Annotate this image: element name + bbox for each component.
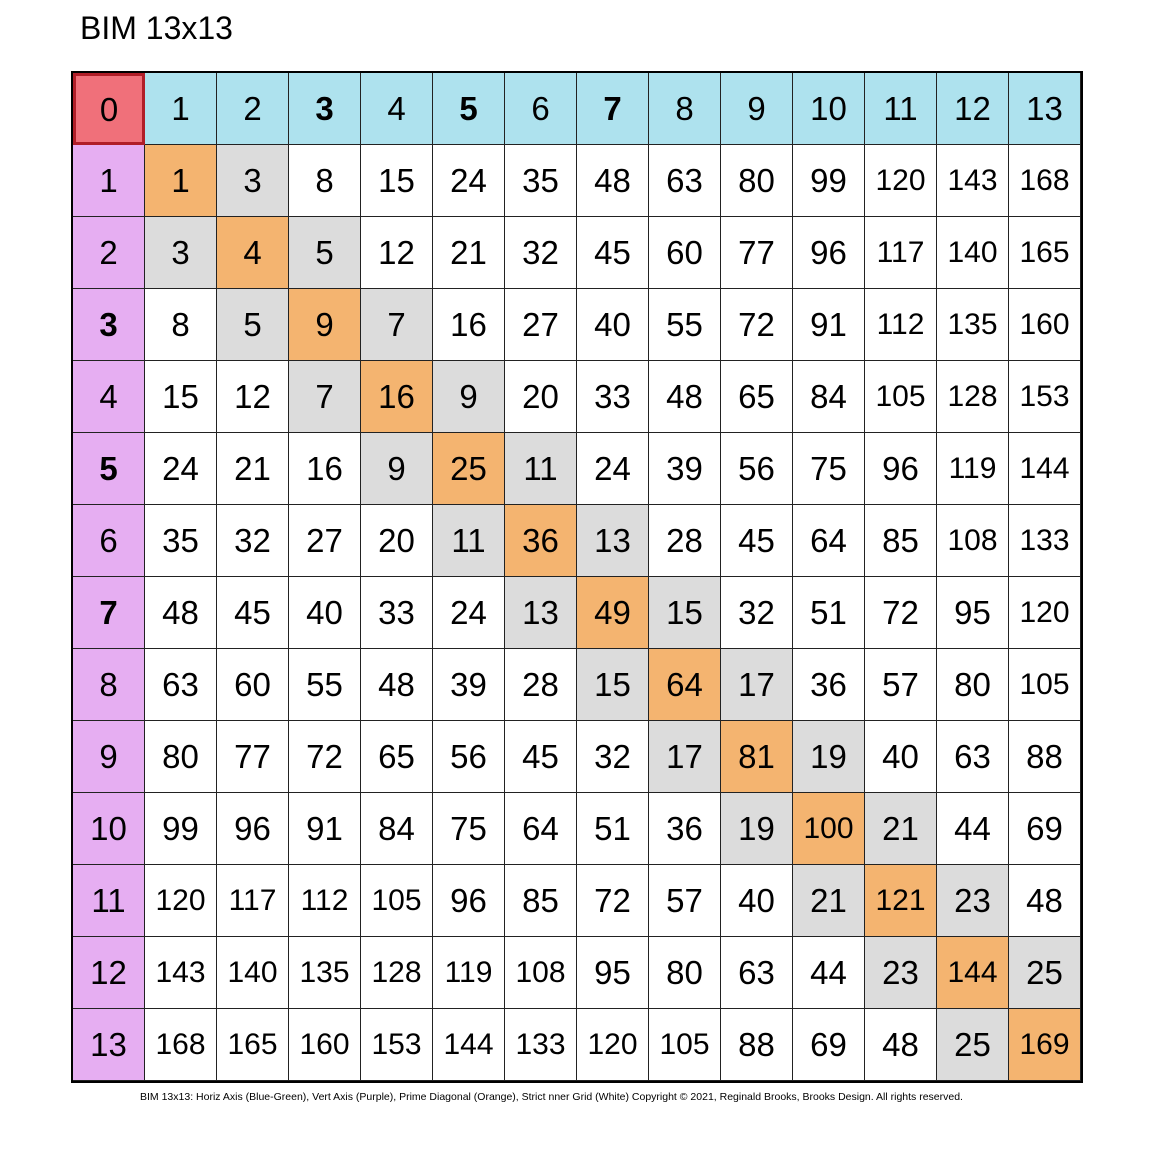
grid-cell: 13 xyxy=(505,577,577,649)
diagonal-cell: 4 xyxy=(217,217,289,289)
grid-cell: 80 xyxy=(649,937,721,1009)
grid-cell: 63 xyxy=(937,721,1009,793)
grid-cell: 57 xyxy=(649,865,721,937)
grid-cell: 24 xyxy=(577,433,649,505)
grid-cell: 51 xyxy=(577,793,649,865)
grid-cell: 48 xyxy=(577,145,649,217)
grid-cell: 120 xyxy=(1009,577,1081,649)
grid-cell: 80 xyxy=(721,145,793,217)
grid-cell: 65 xyxy=(361,721,433,793)
grid-cell: 144 xyxy=(433,1009,505,1081)
grid-cell: 60 xyxy=(217,649,289,721)
grid-cell: 15 xyxy=(361,145,433,217)
grid-cell: 40 xyxy=(577,289,649,361)
grid-cell: 72 xyxy=(721,289,793,361)
grid-cell: 56 xyxy=(721,433,793,505)
grid-cell: 143 xyxy=(145,937,217,1009)
grid-cell: 153 xyxy=(361,1009,433,1081)
diagonal-cell: 36 xyxy=(505,505,577,577)
row-header: 1 xyxy=(73,145,145,217)
grid-cell: 56 xyxy=(433,721,505,793)
grid-cell: 19 xyxy=(721,793,793,865)
grid-cell: 143 xyxy=(937,145,1009,217)
grid-cell: 12 xyxy=(361,217,433,289)
grid-cell: 91 xyxy=(793,289,865,361)
grid-cell: 32 xyxy=(721,577,793,649)
grid-cell: 7 xyxy=(361,289,433,361)
grid-cell: 108 xyxy=(505,937,577,1009)
grid-cell: 11 xyxy=(505,433,577,505)
grid-cell: 51 xyxy=(793,577,865,649)
grid-cell: 77 xyxy=(217,721,289,793)
grid-cell: 25 xyxy=(1009,937,1081,1009)
grid-cell: 40 xyxy=(721,865,793,937)
grid-cell: 119 xyxy=(433,937,505,1009)
grid-cell: 80 xyxy=(937,649,1009,721)
grid-cell: 133 xyxy=(1009,505,1081,577)
grid-cell: 39 xyxy=(433,649,505,721)
grid-cell: 120 xyxy=(145,865,217,937)
grid-cell: 40 xyxy=(865,721,937,793)
grid-cell: 32 xyxy=(505,217,577,289)
column-header: 2 xyxy=(217,73,289,145)
row-header: 7 xyxy=(73,577,145,649)
grid-cell: 160 xyxy=(1009,289,1081,361)
grid-cell: 80 xyxy=(145,721,217,793)
grid-cell: 75 xyxy=(433,793,505,865)
grid-cell: 95 xyxy=(577,937,649,1009)
grid-cell: 75 xyxy=(793,433,865,505)
grid-cell: 27 xyxy=(289,505,361,577)
grid-cell: 96 xyxy=(793,217,865,289)
diagonal-cell: 64 xyxy=(649,649,721,721)
grid-cell: 55 xyxy=(649,289,721,361)
grid-cell: 8 xyxy=(145,289,217,361)
grid-cell: 16 xyxy=(433,289,505,361)
grid-cell: 17 xyxy=(721,649,793,721)
row-header: 3 xyxy=(73,289,145,361)
grid-cell: 91 xyxy=(289,793,361,865)
diagonal-cell: 16 xyxy=(361,361,433,433)
grid-cell: 64 xyxy=(793,505,865,577)
grid-cell: 35 xyxy=(505,145,577,217)
grid-cell: 20 xyxy=(361,505,433,577)
grid-cell: 45 xyxy=(721,505,793,577)
row-header: 13 xyxy=(73,1009,145,1081)
grid-cell: 36 xyxy=(649,793,721,865)
grid-cell: 15 xyxy=(577,649,649,721)
grid-cell: 33 xyxy=(577,361,649,433)
grid-cell: 48 xyxy=(865,1009,937,1081)
grid-cell: 5 xyxy=(289,217,361,289)
row-header: 12 xyxy=(73,937,145,1009)
grid-cell: 45 xyxy=(505,721,577,793)
diagonal-cell: 9 xyxy=(289,289,361,361)
grid-cell: 44 xyxy=(937,793,1009,865)
grid-cell: 23 xyxy=(865,937,937,1009)
grid-cell: 84 xyxy=(361,793,433,865)
grid-cell: 60 xyxy=(649,217,721,289)
grid-cell: 48 xyxy=(649,361,721,433)
row-header: 8 xyxy=(73,649,145,721)
row-header: 10 xyxy=(73,793,145,865)
grid-cell: 39 xyxy=(649,433,721,505)
grid-cell: 32 xyxy=(217,505,289,577)
grid-cell: 8 xyxy=(289,145,361,217)
diagonal-cell: 100 xyxy=(793,793,865,865)
grid-cell: 96 xyxy=(865,433,937,505)
grid-cell: 135 xyxy=(289,937,361,1009)
grid-cell: 160 xyxy=(289,1009,361,1081)
grid-cell: 45 xyxy=(577,217,649,289)
grid-cell: 20 xyxy=(505,361,577,433)
page-title: BIM 13x13 xyxy=(80,10,233,46)
grid-cell: 64 xyxy=(505,793,577,865)
grid-cell: 72 xyxy=(577,865,649,937)
diagonal-cell: 1 xyxy=(145,145,217,217)
grid-cell: 17 xyxy=(649,721,721,793)
grid-cell: 48 xyxy=(145,577,217,649)
grid-cell: 32 xyxy=(577,721,649,793)
grid-cell: 69 xyxy=(793,1009,865,1081)
grid-cell: 9 xyxy=(361,433,433,505)
grid-cell: 11 xyxy=(433,505,505,577)
grid-cell: 15 xyxy=(649,577,721,649)
grid-cell: 33 xyxy=(361,577,433,649)
row-header: 9 xyxy=(73,721,145,793)
grid-cell: 5 xyxy=(217,289,289,361)
grid-cell: 55 xyxy=(289,649,361,721)
row-header: 4 xyxy=(73,361,145,433)
grid-cell: 63 xyxy=(649,145,721,217)
grid-cell: 168 xyxy=(145,1009,217,1081)
row-header: 2 xyxy=(73,217,145,289)
grid-cell: 65 xyxy=(721,361,793,433)
grid-cell: 7 xyxy=(289,361,361,433)
column-header: 3 xyxy=(289,73,361,145)
grid-cell: 27 xyxy=(505,289,577,361)
grid-cell: 165 xyxy=(217,1009,289,1081)
column-header: 11 xyxy=(865,73,937,145)
grid-cell: 19 xyxy=(793,721,865,793)
grid-cell: 21 xyxy=(433,217,505,289)
column-header: 6 xyxy=(505,73,577,145)
row-header: 11 xyxy=(73,865,145,937)
grid-cell: 117 xyxy=(217,865,289,937)
grid-cell: 153 xyxy=(1009,361,1081,433)
grid-cell: 77 xyxy=(721,217,793,289)
grid-cell: 63 xyxy=(145,649,217,721)
grid-cell: 144 xyxy=(1009,433,1081,505)
grid-cell: 13 xyxy=(577,505,649,577)
row-header: 5 xyxy=(73,433,145,505)
grid-cell: 84 xyxy=(793,361,865,433)
grid-cell: 133 xyxy=(505,1009,577,1081)
grid-cell: 128 xyxy=(361,937,433,1009)
column-header: 1 xyxy=(145,73,217,145)
grid-cell: 119 xyxy=(937,433,1009,505)
grid-cell: 45 xyxy=(217,577,289,649)
grid-cell: 35 xyxy=(145,505,217,577)
grid-cell: 85 xyxy=(865,505,937,577)
grid-cell: 48 xyxy=(361,649,433,721)
grid-cell: 105 xyxy=(361,865,433,937)
grid-cell: 105 xyxy=(1009,649,1081,721)
grid-cell: 99 xyxy=(793,145,865,217)
grid-cell: 117 xyxy=(865,217,937,289)
grid-cell: 44 xyxy=(793,937,865,1009)
grid-cell: 88 xyxy=(1009,721,1081,793)
grid-cell: 99 xyxy=(145,793,217,865)
column-header: 4 xyxy=(361,73,433,145)
bim-grid xyxy=(71,71,1083,1083)
diagonal-cell: 121 xyxy=(865,865,937,937)
corner-cell: 0 xyxy=(73,73,145,145)
grid-cell: 88 xyxy=(721,1009,793,1081)
grid-cell: 135 xyxy=(937,289,1009,361)
grid-cell: 140 xyxy=(217,937,289,1009)
grid-cell: 120 xyxy=(577,1009,649,1081)
grid-cell: 24 xyxy=(433,145,505,217)
grid-cell: 105 xyxy=(865,361,937,433)
grid-cell: 165 xyxy=(1009,217,1081,289)
footer-caption: BIM 13x13: Horiz Axis (Blue-Green), Vert Axis (Purple), Prime Diagonal (Orange), Strict nner Grid (White) Copyright © 2021, Reginald Brooks, Brooks Design. All rights reserved. xyxy=(140,1091,963,1103)
column-header: 7 xyxy=(577,73,649,145)
grid-cell: 168 xyxy=(1009,145,1081,217)
grid-cell: 21 xyxy=(793,865,865,937)
grid-cell: 72 xyxy=(289,721,361,793)
column-header: 8 xyxy=(649,73,721,145)
grid-cell: 16 xyxy=(289,433,361,505)
grid-cell: 28 xyxy=(505,649,577,721)
grid-cell: 112 xyxy=(289,865,361,937)
grid-cell: 24 xyxy=(433,577,505,649)
grid-cell: 9 xyxy=(433,361,505,433)
column-header: 5 xyxy=(433,73,505,145)
grid-cell: 3 xyxy=(217,145,289,217)
row-header: 6 xyxy=(73,505,145,577)
diagonal-cell: 49 xyxy=(577,577,649,649)
grid-cell: 95 xyxy=(937,577,1009,649)
grid-cell: 36 xyxy=(793,649,865,721)
grid-cell: 21 xyxy=(865,793,937,865)
grid-cell: 72 xyxy=(865,577,937,649)
grid-cell: 28 xyxy=(649,505,721,577)
grid-cell: 96 xyxy=(433,865,505,937)
grid-cell: 40 xyxy=(289,577,361,649)
grid-cell: 108 xyxy=(937,505,1009,577)
grid-cell: 112 xyxy=(865,289,937,361)
column-header: 13 xyxy=(1009,73,1081,145)
diagonal-cell: 81 xyxy=(721,721,793,793)
column-header: 12 xyxy=(937,73,1009,145)
grid-cell: 140 xyxy=(937,217,1009,289)
column-header: 10 xyxy=(793,73,865,145)
grid-cell: 57 xyxy=(865,649,937,721)
grid-cell: 24 xyxy=(145,433,217,505)
column-header: 9 xyxy=(721,73,793,145)
grid-cell: 63 xyxy=(721,937,793,1009)
grid-cell: 21 xyxy=(217,433,289,505)
grid-cell: 69 xyxy=(1009,793,1081,865)
grid-cell: 3 xyxy=(145,217,217,289)
diagonal-cell: 25 xyxy=(433,433,505,505)
grid-cell: 12 xyxy=(217,361,289,433)
grid-cell: 25 xyxy=(937,1009,1009,1081)
grid-cell: 48 xyxy=(1009,865,1081,937)
grid-cell: 23 xyxy=(937,865,1009,937)
diagonal-cell: 169 xyxy=(1009,1009,1081,1081)
grid-cell: 105 xyxy=(649,1009,721,1081)
grid-cell: 85 xyxy=(505,865,577,937)
grid-cell: 15 xyxy=(145,361,217,433)
grid-cell: 128 xyxy=(937,361,1009,433)
grid-cell: 96 xyxy=(217,793,289,865)
diagonal-cell: 144 xyxy=(937,937,1009,1009)
grid-cell: 120 xyxy=(865,145,937,217)
